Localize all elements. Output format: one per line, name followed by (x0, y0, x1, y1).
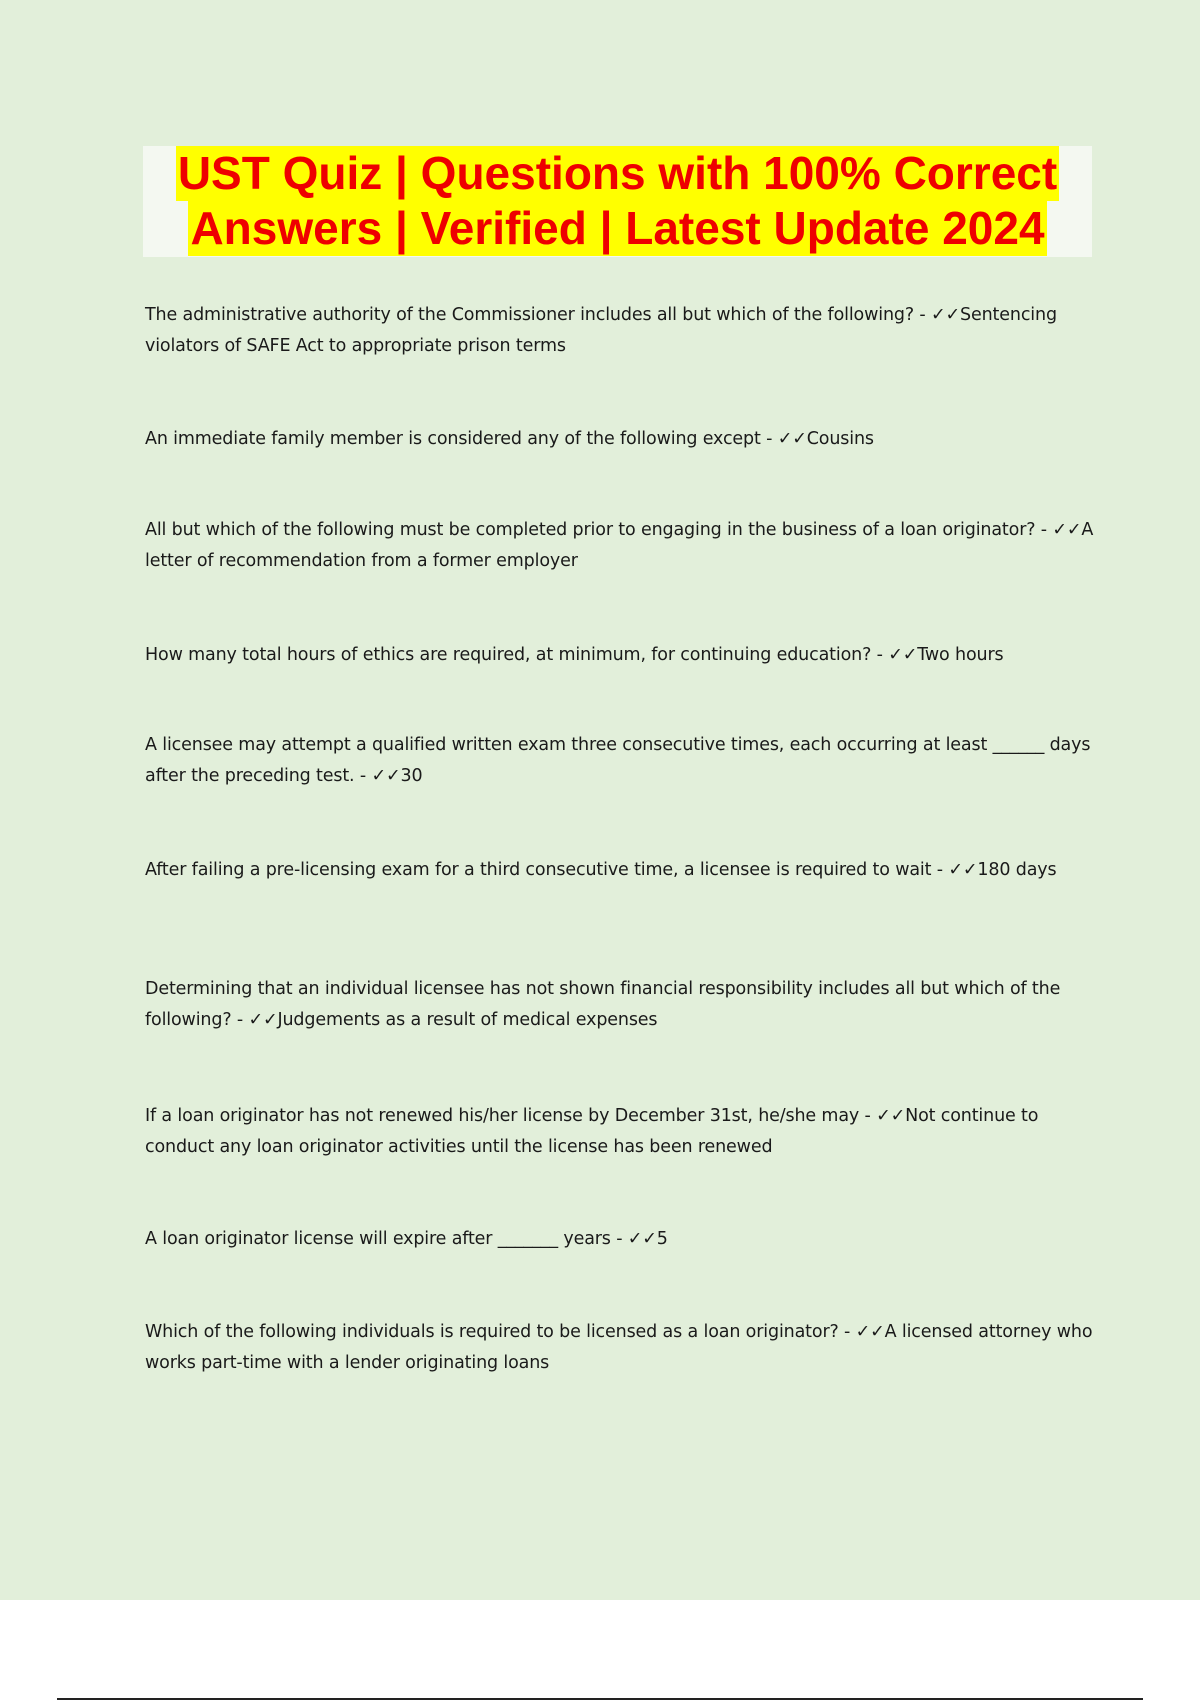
qa-item: If a loan originator has not renewed his/her license by December 31st, he/she may - ✓✓Not continue to conduct any loan originator activities until the license has been renewed (145, 1106, 1039, 1157)
qa-item: Determining that an individual licensee has not shown financial responsibility includes all but which of the following? - ✓✓Judgements as a result of medical expenses (145, 979, 1061, 1030)
qa-item: How many total hours of ethics are required, at minimum, for continuing education? - ✓✓Two hours (145, 645, 1004, 665)
document-title (143, 146, 1092, 257)
title-line-2: Answers | Verified | Latest Update 2024 (190, 202, 1045, 254)
qa-item: After failing a pre-licensing exam for a third consecutive time, a licensee is required to wait - ✓✓180 days (145, 860, 1057, 880)
qa-item: All but which of the following must be completed prior to engaging in the business of a loan originator? - ✓✓A letter of recommendation from a former employer (145, 520, 1094, 571)
qa-item: Which of the following individuals is required to be licensed as a loan originator? - ✓✓A licensed attorney who works part-time with a lender originating loans (145, 1322, 1093, 1373)
qa-item: A loan originator license will expire after _______ years - ✓✓5 (145, 1229, 668, 1249)
qa-item: An immediate family member is considered any of the following except - ✓✓Cousins (145, 429, 874, 449)
qa-item: A licensee may attempt a qualified written exam three consecutive times, each occurring at least ______ days after the preceding test. - ✓✓30 (145, 735, 1091, 786)
qa-item: The administrative authority of the Commissioner includes all but which of the following? - ✓✓Sentencing violators of SAFE Act to appropriate prison terms (145, 305, 1057, 356)
title-line-1: UST Quiz | Questions with 100% Correct (177, 147, 1058, 199)
